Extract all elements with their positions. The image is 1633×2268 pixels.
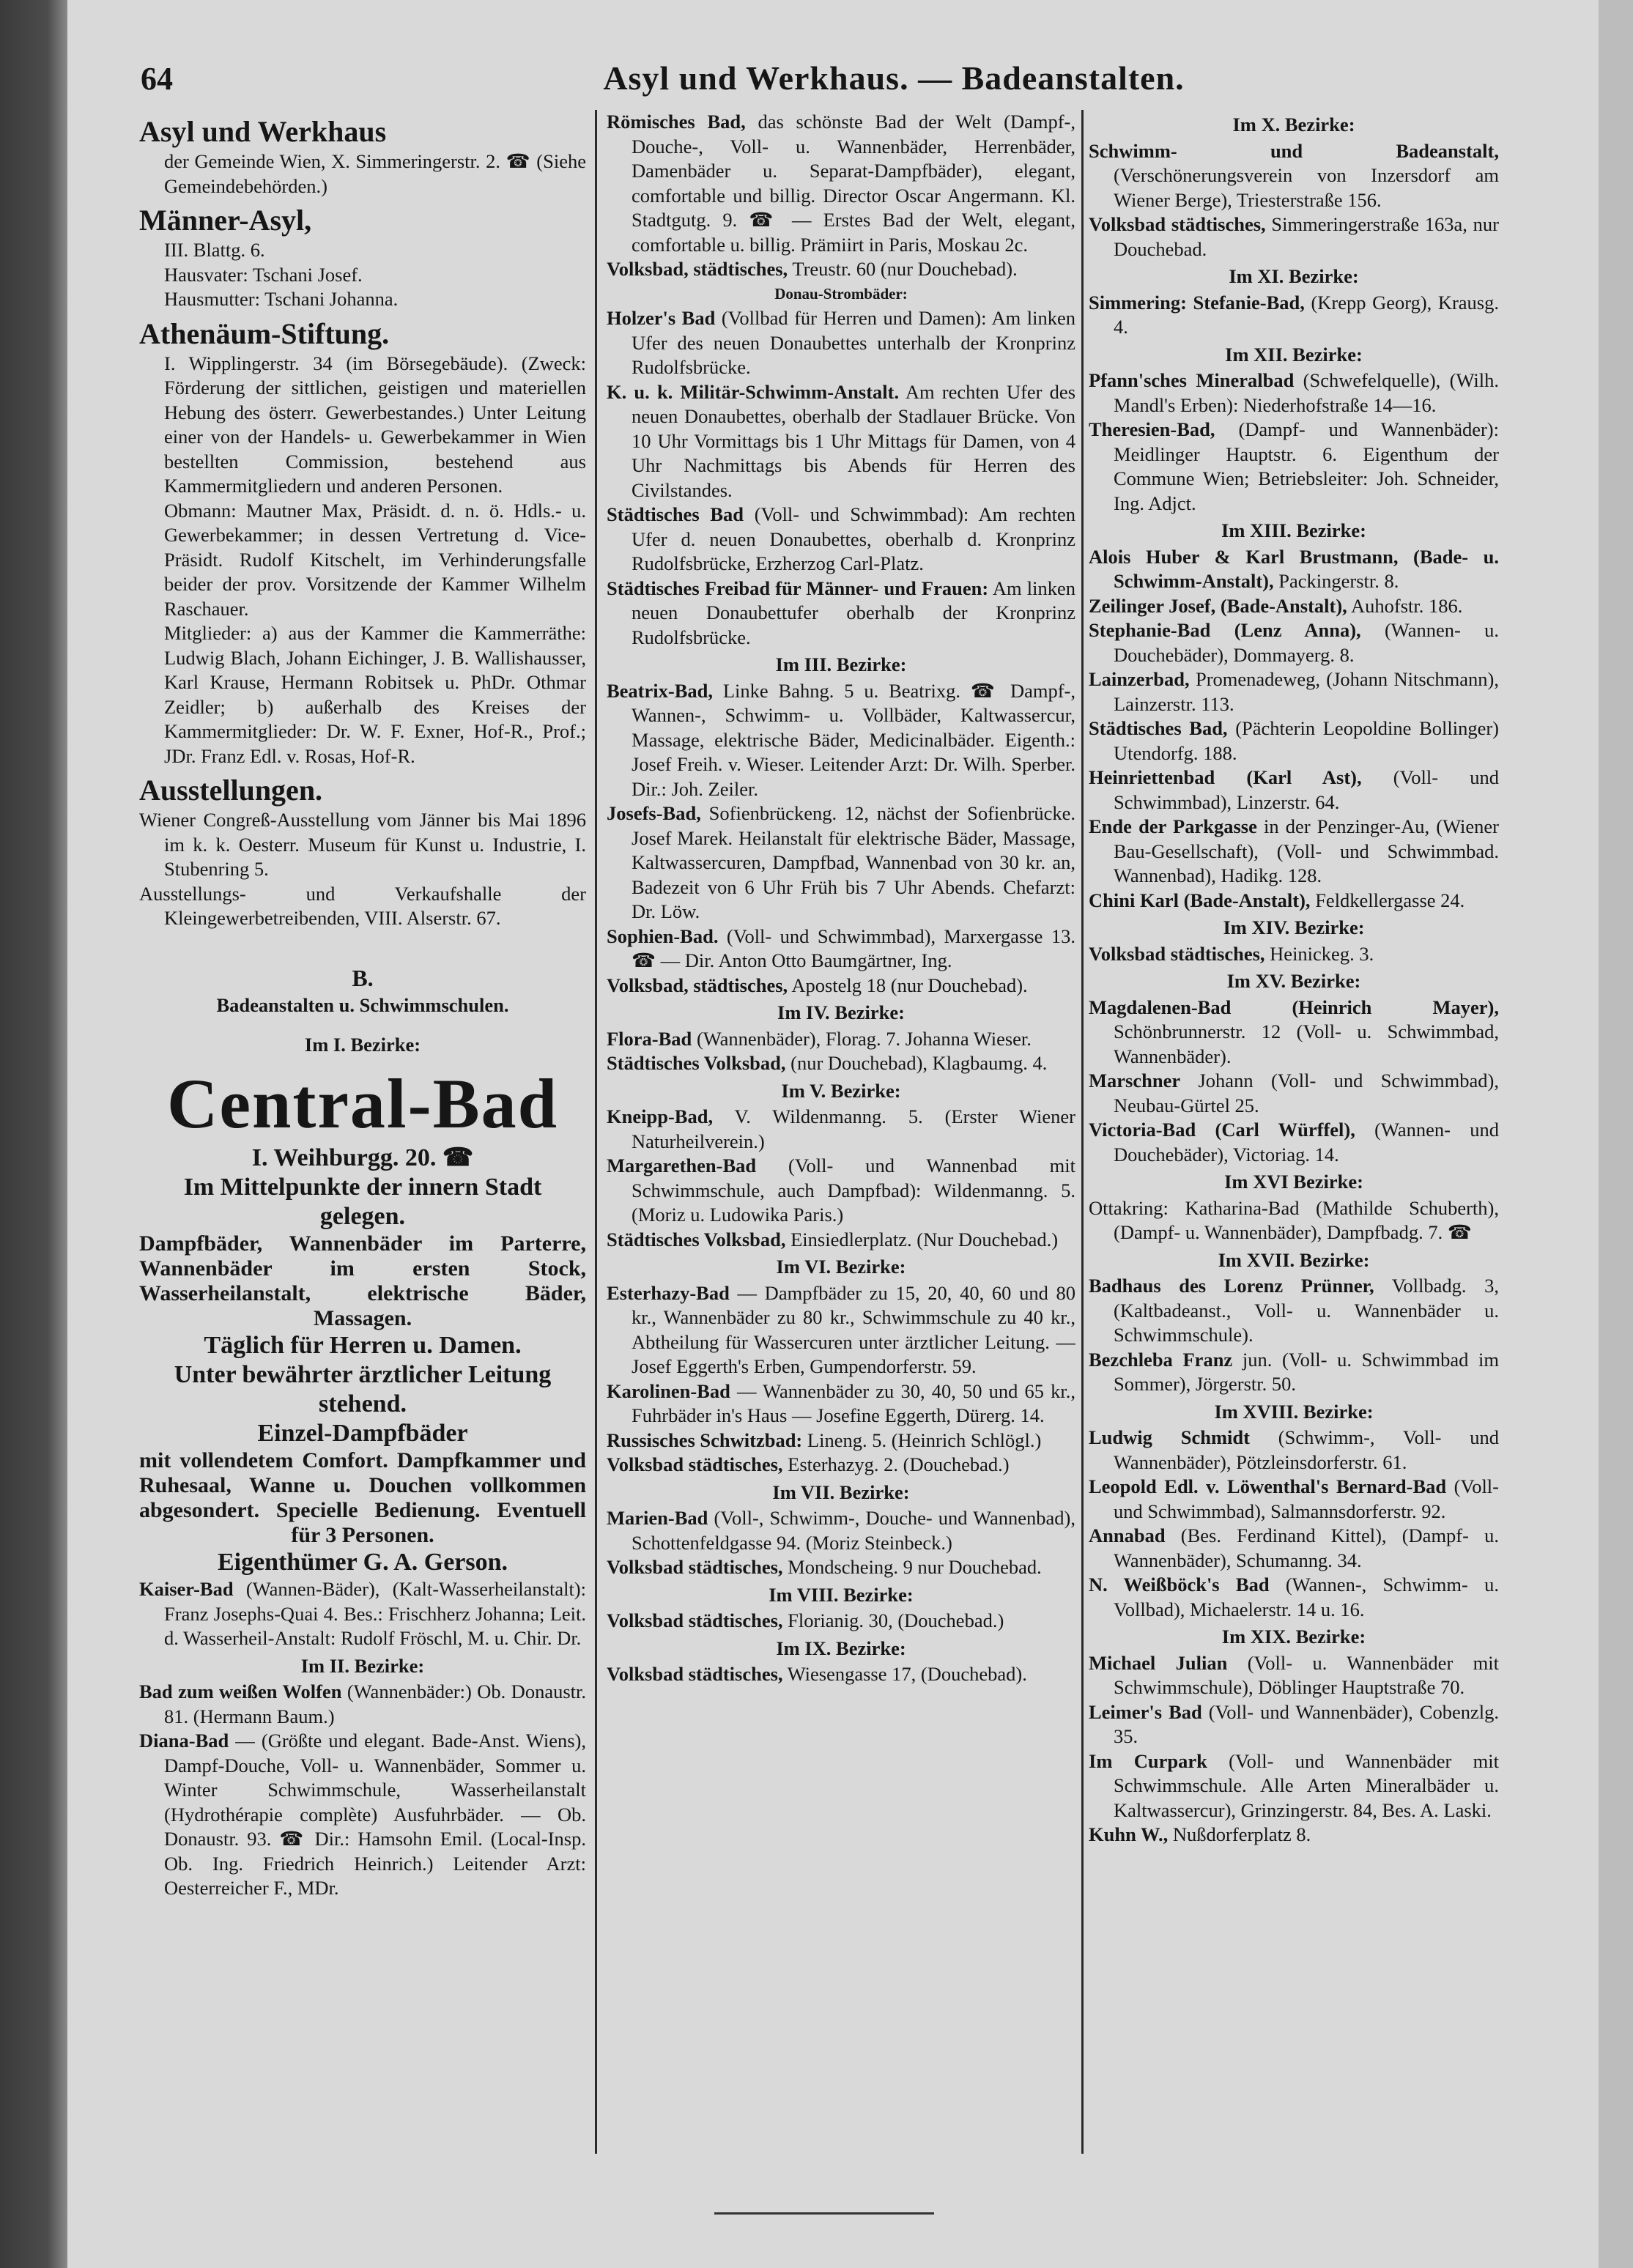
entry-name: Marschner xyxy=(1089,1070,1181,1092)
directory-entry xyxy=(607,110,1075,257)
district-heading: Im XV. Bezirke: xyxy=(1226,970,1361,992)
entry-name: Städtisches Volksbad, xyxy=(607,1052,786,1074)
entry-text: (Bes. Ferdinand Kittel), (Dampf- u. Wannenbäder), Schumanng. 34. xyxy=(1114,1524,1499,1571)
entry-text: (Voll- und Schwimmbad), Linzerstr. 64. xyxy=(1114,766,1499,813)
entry-text: Florianig. 30, (Douchebad.) xyxy=(782,1609,1004,1631)
entry-name: Pfann'sches Mineralbad xyxy=(1089,369,1295,391)
entry-text: (Vollbad für Herren und Damen): Am linken Ufer des neuen Donaubettes unterhalb der Kronprinz Rudolfsbrücke. xyxy=(632,307,1075,378)
directory-entry xyxy=(607,1506,1075,1555)
directory-entry xyxy=(607,1453,1075,1478)
directory-entry xyxy=(1089,1118,1499,1167)
directory-entry xyxy=(607,974,1075,998)
directory-entry xyxy=(607,1555,1075,1580)
entry-name: Russisches Schwitzbad: xyxy=(607,1428,803,1451)
directory-entry xyxy=(607,1428,1075,1453)
entry-text: V. Wildenmanng. 5. (Erster Wiener Naturheilverein.) xyxy=(632,1105,1075,1152)
entry-name: Zeilinger Josef, (Bade-Anstalt), xyxy=(1089,594,1347,617)
district-heading: Im XVIII. Bezirke: xyxy=(1214,1400,1374,1423)
entry-text: — Dampfbäder zu 15, 20, 40, 60 und 80 kr., Wannenbäder zu 80 kr., Schwimmschule zu 40 kr., Abtheilung für Wassercuren unter ärztlicher Leitung. — Josef Eggerth's Erben, Gumpendorferstr. 59. xyxy=(632,1281,1075,1377)
district-heading: Im XII. Bezirke: xyxy=(1225,343,1363,366)
entry-name: Diana-Bad xyxy=(139,1730,229,1752)
district-heading: Im IX. Bezirke: xyxy=(776,1637,906,1659)
directory-entry xyxy=(607,1379,1075,1428)
directory-entry xyxy=(607,1228,1075,1253)
section-heading: Asyl und Werkhaus xyxy=(139,115,387,148)
entry-text: Johann (Voll- und Schwimmbad), Neubau-Gürtel 25. xyxy=(1114,1070,1499,1116)
entry-text: Packingerstr. 8. xyxy=(1273,570,1399,592)
entry-text: Schönbrunnerstr. 12 (Voll- u. Schwimmbad, Wannenbäder). xyxy=(1114,1020,1499,1067)
section-heading: Athenäum-Stiftung. xyxy=(139,316,390,350)
section-heading: Männer-Asyl, xyxy=(139,204,312,237)
entry-name: Beatrix-Bad, xyxy=(607,679,713,702)
entry-text: (Pächterin Leopoldine Bollinger) Utendorfg. 188. xyxy=(1114,717,1499,764)
entry-text: Vollbadg. 3, (Kaltbadeanst., Voll- u. Wannenbäder u. Schwimmschule). xyxy=(1114,1275,1499,1346)
entry-text: Hausvater: Tschani Josef. xyxy=(164,263,363,286)
directory-entry xyxy=(1089,212,1499,262)
entry-text: (Voll- und Wannenbäder mit Schwimmschule. Alle Arten Mineralbäder u. Kaltwassercur), Grinzingerstr. 84, Bes. A. Laski. xyxy=(1114,1749,1499,1821)
directory-entry xyxy=(1089,942,1499,967)
directory-entry xyxy=(607,1154,1075,1228)
scan-edge xyxy=(0,0,67,2268)
entry-name: Chini Karl (Bade-Anstalt), xyxy=(1089,889,1311,911)
spacer xyxy=(139,1020,586,1030)
entry-name: Marien-Bad xyxy=(607,1507,708,1529)
entry-name: Esterhazy-Bad xyxy=(607,1281,730,1304)
entry-name: Kneipp-Bad, xyxy=(607,1105,714,1127)
entry-name: Josefs-Bad, xyxy=(607,802,701,824)
entry-name: Kuhn W., xyxy=(1089,1823,1169,1845)
directory-entry xyxy=(607,1105,1075,1154)
directory-entry xyxy=(1089,1700,1499,1749)
entry-text: (Voll- und Schwimmbad), Marxergasse 13. ☎ — Dir. Anton Otto Baumgärtner, Ing. xyxy=(632,924,1075,971)
entry-text: (Wannen- u. Douchebäder), Dommayerg. 8. xyxy=(1114,619,1499,666)
entry-name: Im Curpark xyxy=(1089,1749,1207,1772)
directory-entry xyxy=(1089,996,1499,1070)
entry-text: Wiener Congreß-Ausstellung vom Jänner bis Mai 1896 im k. k. Oesterr. Museum für Kunst u. Industrie, I. Stubenring 5. xyxy=(139,809,586,880)
entry-name: N. Weißböck's Bad xyxy=(1089,1574,1270,1596)
directory-entry xyxy=(1089,889,1499,914)
entry-text: — Wannenbäder zu 30, 40, 50 und 65 kr., Fuhrbäder in's Haus — Josefine Eggerth, Dürerg. 14. xyxy=(632,1379,1075,1426)
district-heading: Im IV. Bezirke: xyxy=(777,1001,905,1023)
ad-line: Im Mittelpunkte der innern Stadt gelegen. xyxy=(183,1174,542,1230)
district-heading: Im X. Bezirke: xyxy=(1232,114,1355,136)
entry-name: Flora-Bad xyxy=(607,1027,692,1050)
entry-text: Ottakring: Katharina-Bad (Mathilde Schuberth), (Dampf- u. Wannenbäder), Dampfbadg. 7. ☎ xyxy=(1089,1196,1499,1243)
ad-title: Central-Bad xyxy=(167,1064,558,1143)
district-heading: Im XI. Bezirke: xyxy=(1229,265,1359,287)
entry-text: das schönste Bad der Welt (Dampf-, Douche-, Voll- u. Wannenbäder, Herrenbäder, Damenbäder u. Separat-Dampfbäder), elegant, comfortable und billig. Director Oscar Angermann. Kl. Stadtgutg. 9. ☎ — Erstes Bad der Welt, elegant, comfortable u. billig. Prämiirt in Paris, Moskau 2c. xyxy=(632,111,1075,256)
entry-text: — (Größte und elegant. Bade-Anst. Wiens), Dampf-Douche, Voll- u. Wannenbäder, Sommer u. Winter Schwimmschule, Wasserheilanstalt (Hydrothérapie complète) Ausfuhrbäder. — Ob. Donaustr. 93. ☎ Dir.: Hamsohn Emil. (Local-Insp. Ob. Ing. Friedrich Heinrich.) Leitender Arzt: Oesterreicher F., MDr. xyxy=(164,1730,586,1899)
entry-text: (Wannenbäder:) Ob. Donaustr. 81. (Hermann Baum.) xyxy=(164,1680,586,1727)
directory-entry xyxy=(139,1577,586,1651)
directory-entry xyxy=(607,306,1075,380)
entry-name: Volksbad städtisches, xyxy=(607,1556,783,1578)
directory-entry xyxy=(139,1680,586,1729)
entry-text: (Verschönerungsverein von Inzersdorf am Wiener Berge), Triesterstraße 156. xyxy=(1114,164,1499,211)
directory-entry xyxy=(1089,618,1499,667)
entry-name: Magdalenen-Bad (Heinrich Mayer), xyxy=(1089,996,1499,1018)
directory-entry xyxy=(1089,418,1499,516)
entry-name: Theresien-Bad, xyxy=(1089,418,1215,440)
directory-entry xyxy=(607,1662,1075,1687)
directory-entry xyxy=(139,882,586,931)
entry-name: Heinriettenbad (Karl Ast), xyxy=(1089,766,1362,788)
entry-text: Auhofstr. 186. xyxy=(1347,594,1463,617)
entry-text: Am rechten Ufer des neuen Donaubettes, oberhalb der Stadlauer Brücke. Von 10 Uhr Vormittags bis 1 Uhr Mittags für Damen, von 4 Uhr Nachmittags bis Abends für Herren des Civilstandes. xyxy=(632,380,1075,501)
directory-entry xyxy=(1089,1069,1499,1118)
directory-entry xyxy=(607,1027,1075,1052)
entry-text: (Wannenbäder), Florag. 7. Johanna Wieser. xyxy=(692,1027,1032,1050)
page-number: 64 xyxy=(141,61,173,97)
entry-text: Sofienbrückeng. 12, nächst der Sofienbrücke. Josef Marek. Heilanstalt für elektrische Bäder, Massage, Kaltwassercuren, Dampfbad, Wannenbad von 30 kr. an, Badezeit von 6 Uhr Früh bis 7 Uhr Abends. Chefarzt: Dr. Löw. xyxy=(632,802,1075,922)
directory-entry xyxy=(1089,291,1499,340)
entry-text: Lineng. 5. (Heinrich Schlögl.) xyxy=(802,1428,1042,1451)
column-right xyxy=(1089,110,1499,2161)
district-heading: Badeanstalten u. Schwimmschulen. xyxy=(216,994,509,1016)
entry-text: Wiesengasse 17, (Douchebad). xyxy=(782,1663,1027,1685)
directory-entry xyxy=(607,380,1075,503)
directory-entry xyxy=(607,577,1075,651)
entry-text: Promenadeweg, (Johann Nitschmann), Lainzerstr. 113. xyxy=(1114,668,1499,715)
column-middle xyxy=(607,110,1075,2161)
entry-name: Schwimm- und Badeanstalt, xyxy=(1089,139,1499,162)
directory-entry xyxy=(1089,1823,1499,1848)
directory-entry xyxy=(1089,1426,1499,1475)
directory-entry xyxy=(1089,368,1499,418)
ad-line: I. Weihburgg. 20. ☎ xyxy=(251,1144,474,1171)
district-heading: Im XVII. Bezirke: xyxy=(1218,1248,1370,1271)
entry-text: Mitglieder: a) aus der Kammer die Kammerräthe: Ludwig Blach, Johann Eichinger, J. B. Wallishausser, Karl Krause, Hermann Robitsek u. PhDr. Othmar Zeidler; b) außerhalb des Kreises der Kammermitglieder: Dr. W. F. Exner, Hof-R., Prof.; JDr. Franz Edl. v. Rosas, Hof-R. xyxy=(164,622,586,767)
entry-text: (Wannen- und Douchebäder), Victoriag. 14. xyxy=(1114,1119,1499,1166)
entry-text: Nußdorferplatz 8. xyxy=(1168,1823,1311,1845)
entry-text: (Dampf- und Wannenbäder): Meidlinger Hauptstr. 6. Eigenthum der Commune Wien; Betriebsleiter: Joh. Schneider, Ing. Adjct. xyxy=(1114,418,1499,514)
directory-entry xyxy=(1089,1348,1499,1397)
entry-text: (Schwimm-, Voll- und Wannenbäder), Pötzleinsdorferstr. 61. xyxy=(1114,1426,1499,1473)
end-rule xyxy=(714,2212,934,2215)
entry-name: Städtisches Volksbad, xyxy=(607,1228,786,1250)
entry-text: III. Blattg. 6. xyxy=(164,239,265,261)
entry-text: Esterhazyg. 2. (Douchebad.) xyxy=(782,1453,1010,1475)
entry-text: (nur Douchebad), Klagbaumg. 4. xyxy=(785,1052,1048,1074)
entry-name: Stephanie-Bad (Lenz Anna), xyxy=(1089,619,1361,641)
directory-entry xyxy=(607,1051,1075,1076)
section-letter: B. xyxy=(352,964,374,991)
entry-name: Volksbad, städtisches, xyxy=(607,974,788,996)
entry-name: Leimer's Bad xyxy=(1089,1700,1202,1723)
entry-text: jun. (Voll- u. Schwimmbad im Sommer), Jörgerstr. 50. xyxy=(1114,1348,1499,1395)
directory-entry xyxy=(1089,139,1499,213)
district-heading: Im XIX. Bezirke: xyxy=(1221,1626,1366,1648)
directory-entry xyxy=(1089,1274,1499,1348)
entry-name: Volksbad städtisches, xyxy=(607,1453,783,1475)
directory-entry xyxy=(607,257,1075,282)
entry-name: Karolinen-Bad xyxy=(607,1379,730,1402)
entry-text: Linke Bahng. 5 u. Beatrixg. ☎ Dampf-, Wannen-, Schwimm- u. Vollbäder, Kaltwassercur, Massage, elektrische Bäder, Medicinalbäder. Eigenth.: Josef Freih. v. Wieser. Leitender Arzt: Dr. Wilh. Sperber. Dir.: Joh. Zeiler. xyxy=(632,679,1075,800)
section-heading: Ausstellungen. xyxy=(139,774,323,807)
district-heading: Im XVI Bezirke: xyxy=(1224,1171,1363,1193)
entry-name: Simmering: Stefanie-Bad, xyxy=(1089,291,1305,314)
entry-text: (Schwefelquelle), (Wilh. Mandl's Erben): Niederhofstraße 14—16. xyxy=(1114,369,1499,416)
entry-text: (Voll- und Schwimmbad), Salmannsdorferstr. 92. xyxy=(1114,1475,1499,1522)
directory-entry xyxy=(1089,594,1499,619)
entry-text: Treustr. 60 (nur Douchebad). xyxy=(788,258,1018,280)
entry-name: Volksbad städtisches, xyxy=(607,1609,783,1631)
directory-entry xyxy=(607,1281,1075,1379)
entry-text: Am linken neuen Donaubettufer oberhalb der Kronprinz Rudolfsbrücke. xyxy=(632,577,1075,648)
ad-line: Unter bewährter ärztlicher Leitung stehend. xyxy=(174,1361,552,1418)
entry-name: Römisches Bad, xyxy=(607,111,746,133)
directory-entry xyxy=(1089,716,1499,766)
entry-name: Lainzerbad, xyxy=(1089,668,1190,690)
entry-name: Städtisches Bad, xyxy=(1089,717,1228,739)
directory-entry xyxy=(1089,667,1499,716)
entry-text: Simmeringerstraße 163a, nur Douchebad. xyxy=(1114,213,1499,260)
entry-name: Bezchleba Franz xyxy=(1089,1348,1233,1371)
column-divider xyxy=(1081,110,1084,2154)
entry-name: Sophien-Bad. xyxy=(607,924,719,947)
ad-owner: Eigenthümer G. A. Gerson. xyxy=(217,1549,508,1576)
entry-text: Einsiedlerplatz. (Nur Douchebad.) xyxy=(785,1228,1059,1250)
directory-entry xyxy=(607,924,1075,974)
entry-text: Apostelg 18 (nur Douchebad). xyxy=(788,974,1028,996)
entry-text: (Wannen-, Schwimm- u. Vollbad), Michaelerstr. 14 u. 16. xyxy=(1114,1574,1499,1620)
entry-name: Bad zum weißen Wolfen xyxy=(139,1680,342,1702)
directory-entry xyxy=(1089,1573,1499,1622)
entry-text: Ausstellungs- und Verkaufshalle der Kleingewerbetreibenden, VIII. Alserstr. 67. xyxy=(139,882,586,929)
district-heading: Im XIII. Bezirke: xyxy=(1221,519,1366,541)
entry-name: Alois Huber & Karl Brustmann, (Bade- u. Schwimm-Anstalt), xyxy=(1089,545,1499,592)
entry-text: Obmann: Mautner Max, Präsidt. d. n. ö. Hdls.- u. Gewerbekammer; in dessen Vertretung d. Vice-Präsidt. Rudolf Kitschelt, im Verhinderungsfalle beider der prov. Vorsitzende der Kammer Wilhelm Raschauer. xyxy=(164,499,586,620)
entry-text: in der Penzinger-Au, (Wiener Bau-Gesellschaft), (Voll- und Schwimmbad. Wannenbad), Hadikg. 128. xyxy=(1114,815,1499,886)
district-heading: Im II. Bezirke: xyxy=(300,1654,425,1677)
entry-name: Michael Julian xyxy=(1089,1651,1228,1674)
entry-name: K. u. k. Militär-Schwimm-Anstalt. xyxy=(607,380,900,403)
district-heading: Im VII. Bezirke: xyxy=(772,1480,910,1503)
directory-entry xyxy=(1089,1196,1499,1245)
entry-name: Ludwig Schmidt xyxy=(1089,1426,1250,1448)
entry-text: (Wannen-Bäder), (Kalt-Wasserheilanstalt): Franz Josephs-Quai 4. Bes.: Frischherz Johanna; Leit. d. Wasserheil-Anstalt: Rudolf Fröschl, M. u. Chir. Dr. xyxy=(164,1578,586,1649)
entry-name: Volksbad, städtisches, xyxy=(607,258,788,280)
entry-name: Städtisches Freibad für Männer- und Frauen: xyxy=(607,577,989,599)
directory-entry xyxy=(1089,815,1499,889)
directory-entry xyxy=(1089,766,1499,815)
directory-entry xyxy=(1089,1749,1499,1823)
directory-entry xyxy=(1089,1524,1499,1573)
ad-paragraph: Dampfbäder, Wannenbäder im Parterre, Wannenbäder im ersten Stock, Wasserheilanstalt, elektrische Bäder, Massagen. xyxy=(139,1231,586,1330)
entry-name: Badhaus des Lorenz Prünner, xyxy=(1089,1275,1374,1297)
entry-name: Margarethen-Bad xyxy=(607,1155,757,1176)
entry-text: (Krepp Georg), Krausg. 4. xyxy=(1114,291,1499,338)
directory-entry xyxy=(607,679,1075,802)
entry-text: der Gemeinde Wien, X. Simmeringerstr. 2. ☎ (Siehe Gemeindebehörden.) xyxy=(164,150,586,197)
entry-name: Annabad xyxy=(1089,1524,1166,1546)
scan-right-edge xyxy=(1599,0,1633,2268)
entry-text: Hausmutter: Tschani Johanna. xyxy=(164,288,399,310)
entry-text: (Voll- und Wannenbäder), Cobenzlg. 35. xyxy=(1114,1700,1499,1747)
entry-name: Leopold Edl. v. Löwenthal's Bernard-Bad xyxy=(1089,1475,1447,1497)
directory-entry xyxy=(1089,545,1499,594)
entry-name: Städtisches Bad xyxy=(607,503,744,525)
district-heading: Im VI. Bezirke: xyxy=(776,1256,906,1278)
ad-line: Einzel-Dampfbäder xyxy=(257,1420,468,1447)
entry-text: Heinickeg. 3. xyxy=(1264,942,1374,965)
entry-name: Victoria-Bad (Carl Würffel), xyxy=(1089,1119,1355,1141)
directory-entry xyxy=(139,808,586,882)
directory-entry xyxy=(1089,1475,1499,1524)
entry-text: (Voll- und Wannenbad mit Schwimmschule, auch Dampfbad): Wildenmanng. 5. (Moriz u. Ludowika Paris.) xyxy=(632,1155,1075,1226)
ad-paragraph: mit vollendetem Comfort. Dampfkammer und Ruhesaal, Wanne u. Douchen vollkommen abgesondert. Specielle Bedienung. Eventuell für 3 Personen. xyxy=(139,1448,586,1547)
entry-name: Volksbad städtisches, xyxy=(1089,213,1266,235)
entry-text: (Voll- u. Wannenbäder mit Schwimmschule), Döblinger Hauptstraße 70. xyxy=(1114,1651,1499,1698)
directory-entry xyxy=(607,1609,1075,1634)
ad-line: Täglich für Herren u. Damen. xyxy=(204,1332,522,1359)
entry-name: Holzer's Bad xyxy=(607,307,716,329)
entry-text: (Voll- und Schwimmbad): Am rechten Ufer d. neuen Donaubettes, oberhalb d. Kronprinz Rudolfsbrücke, Erzherzog Carl-Platz. xyxy=(632,503,1075,574)
entry-text: I. Wipplingerstr. 34 (im Börsegebäude). (Zweck: Förderung der sittlichen, geistigen und materiellen Hebung des österr. Gewerbestandes.) Unter Leitung einer von der Handels- u. Gewerbekammer in Wien bestellten Commission, bestehend aus Kammermitgliedern und anderen Personen. xyxy=(164,352,586,497)
column-left xyxy=(139,110,586,2161)
entry-text: (Voll-, Schwimm-, Douche- und Wannenbad), Schottenfeldgasse 94. (Moriz Steinbeck.) xyxy=(632,1507,1075,1554)
column-divider xyxy=(595,110,597,2154)
entry-name: Volksbad städtisches, xyxy=(1089,942,1265,965)
directory-entry xyxy=(139,1729,586,1901)
entry-text: Mondscheing. 9 nur Douchebad. xyxy=(782,1556,1042,1578)
entry-name: Volksbad städtisches, xyxy=(607,1663,783,1685)
directory-entry xyxy=(607,801,1075,924)
advertisement-central-bad xyxy=(139,1064,586,1577)
running-title: Asyl und Werkhaus. — Badeanstalten. xyxy=(603,59,1185,97)
entry-text: Feldkellergasse 24. xyxy=(1310,889,1465,911)
district-heading: Im I. Bezirke: xyxy=(304,1033,421,1056)
district-heading: Im VIII. Bezirke: xyxy=(769,1583,914,1606)
district-heading: Im III. Bezirke: xyxy=(775,653,907,675)
entry-name: Ende der Parkgasse xyxy=(1089,815,1257,837)
district-heading: Im V. Bezirke: xyxy=(781,1079,901,1102)
district-heading: Im XIV. Bezirke: xyxy=(1223,916,1365,938)
directory-entry xyxy=(1089,1651,1499,1700)
directory-entry xyxy=(607,503,1075,577)
subsection-heading: Donau-Strombäder: xyxy=(774,284,908,303)
entry-name: Kaiser-Bad xyxy=(139,1578,234,1600)
